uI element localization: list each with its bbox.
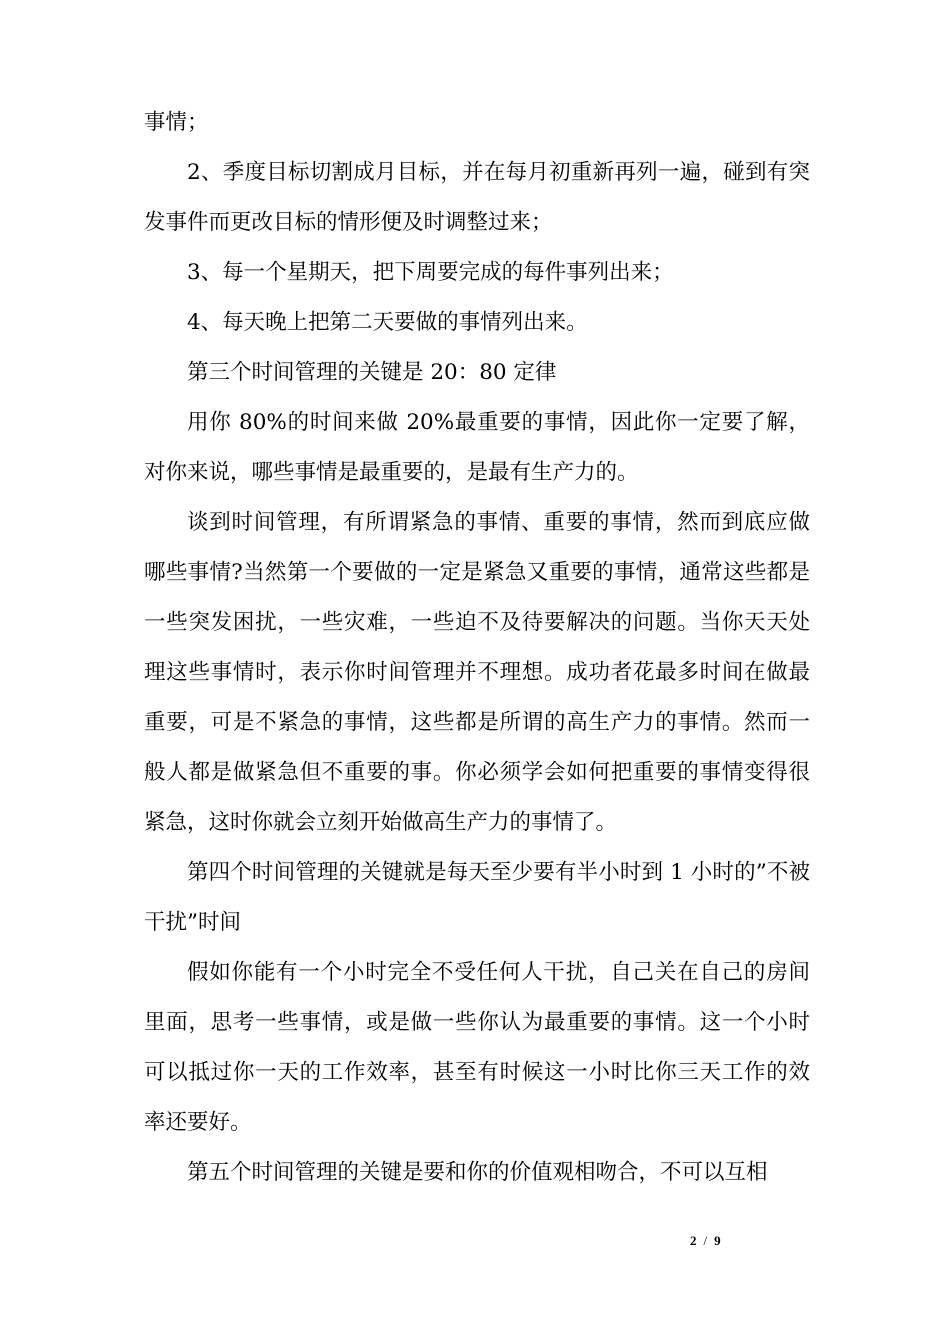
- paragraph-undisturbed-hour: 假如你能有一个小时完全不受任何人干扰，自己关在自己的房间里面，思考一些事情，或是做一些你认为最重要的事情。这一个小时可以抵过你一天的工作效率，甚至有时候这一小时比你三天工作的效率还要好。: [144, 960, 810, 1135]
- paragraph-continuation: 事情；: [144, 110, 209, 135]
- page-total: 9: [714, 1233, 722, 1248]
- page-number: [690, 1233, 810, 1249]
- page-separator: /: [703, 1233, 709, 1248]
- document-body: [144, 98, 810, 1198]
- paragraph-80-20: 用你 80%的时间来做 20%最重要的事情，因此你一定要了解，对你来说，哪些事情是最重要的，是最有生产力的。: [144, 410, 810, 485]
- paragraph-step-3: 3、每一个星期天，把下周要完成的每件事列出来；: [187, 260, 674, 285]
- paragraph-step-2: 2、季度目标切割成月目标，并在每月初重新再列一遍，碰到有突发事件而更改目标的情形便及时调整过来；: [144, 160, 810, 235]
- page-current: 2: [690, 1233, 698, 1248]
- heading-key-3: 第三个时间管理的关键是 20：80 定律: [187, 360, 557, 385]
- heading-key-4: 第四个时间管理的关键就是每天至少要有半小时到 1 小时的”不被干扰”时间: [144, 860, 810, 935]
- heading-key-5: 第五个时间管理的关键是要和你的价值观相吻合，不可以互相: [187, 1160, 768, 1185]
- paragraph-step-4: 4、每天晚上把第二天要做的事情列出来。: [187, 310, 588, 335]
- paragraph-urgent-important: 谈到时间管理，有所谓紧急的事情、重要的事情，然而到底应做哪些事情?当然第一个要做的一定是紧急又重要的事情，通常这些都是一些突发困扰，一些灾难，一些迫不及待要解决的问题。当你天天处理这些事情时，表示你时间管理并不理想。成功者花最多时间在做最重要，可是不紧急的事情，这些都是所谓的高生产力的事情。然而一般人都是做紧急但不重要的事。你必须学会如何把重要的事情变得很紧急，这时你就会立刻开始做高生产力的事情了。: [144, 510, 810, 835]
